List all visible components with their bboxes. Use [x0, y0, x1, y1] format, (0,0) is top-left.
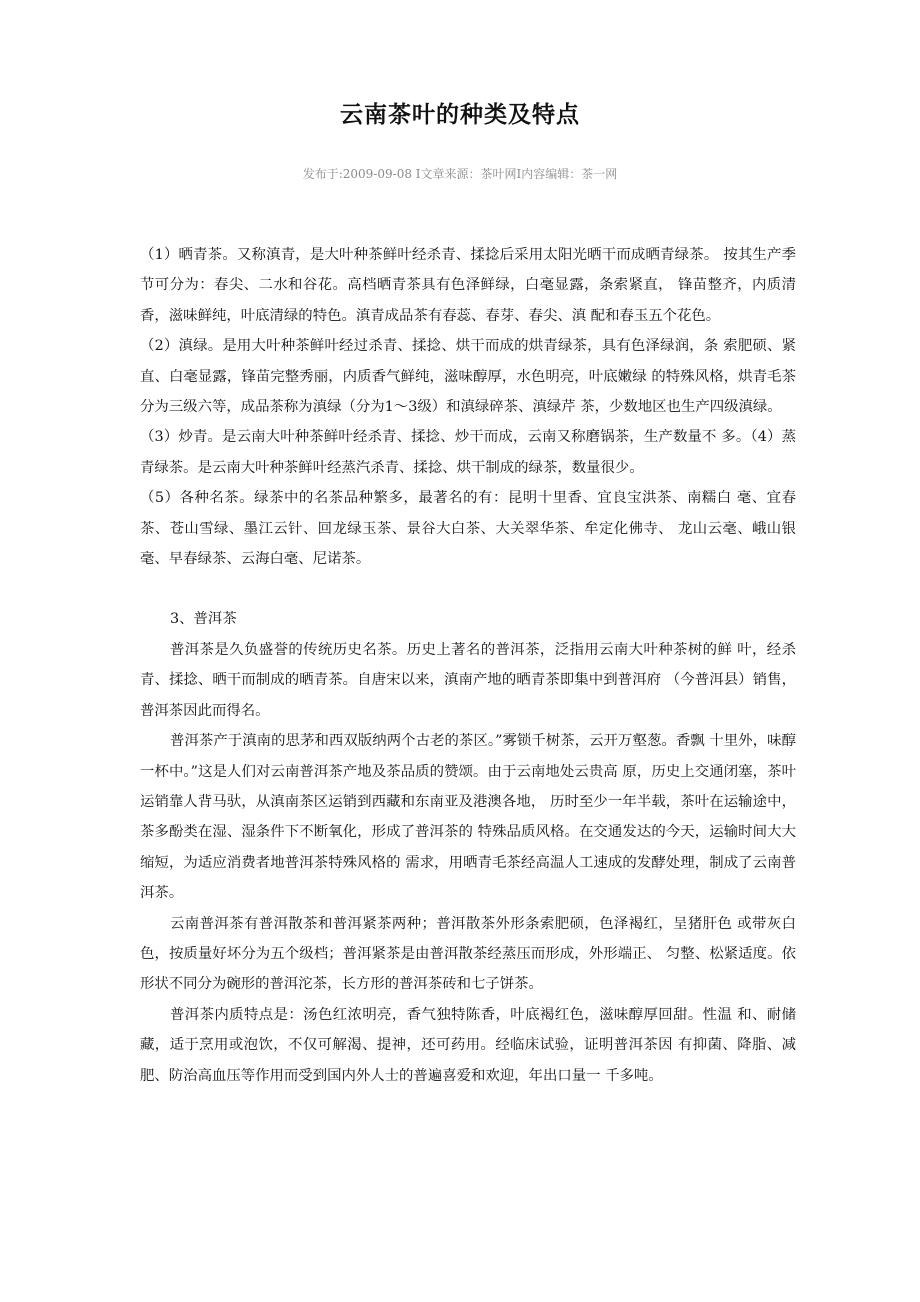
- paragraph-puer-2: 普洱茶产于滇南的思茅和西双版纳两个古老的茶区。”雾锁千树茶，云开万壑葱。香飘 十里外，味醇一杯中。”这是人们对云南普洱茶产地及茶品质的赞颂。由于云南地处云贵高 原，历史上交通闭塞，茶叶运销靠人背马驮，从滇南茶区运销到西藏和东南亚及港澳各地， 历时至少一年半载，茶叶在运输途中，茶多酚类在湿、湿条件下不断氧化，形成了普洱茶的 特殊品质风格。在交通发达的今天，运输时间大大缩短，为适应消费者地普洱茶特殊风格的 需求，用晒青毛茶经高温人工速成的发酵处理，制成了云南普洱茶。: [140, 733, 796, 902]
- paragraph-puer-4: 普洱茶内质特点是：汤色红浓明亮，香气独特陈香，叶底褐红色，滋味醇厚回甜。性温 和、耐储藏，适于烹用或泡饮，不仅可解渴、提神，还可药用。经临床试验，证明普洱茶因 有抑菌、降脂、减肥、防治高血压等作用而受到国内外人士的普遍喜爱和欢迎，年出口量一 千多吨。: [140, 1006, 796, 1084]
- paragraph-puer-3: 云南普洱茶有普洱散茶和普洱紧茶两种；普洱散茶外形条索肥硕，色泽褐红，呈猪肝色 或带灰白色，按质量好坏分为五个级档；普洱紧茶是由普洱散茶经蒸压而形成，外形端正、 匀整、松紧适度。依形状不同分为碗形的普洱沱茶，长方形的普洱茶砖和七子饼茶。: [140, 915, 796, 993]
- paragraph-puer-1: 普洱茶是久负盛誉的传统历史名茶。历史上著名的普洱茶，泛指用云南大叶种茶树的鲜 叶，经杀青、揉捻、晒干而制成的晒青茶。自唐宋以来，滇南产地的晒青茶即集中到普洱府 （今普洱县）销售，普洱茶因此而得名。: [140, 641, 796, 719]
- paragraph-item-5: （5）各种名茶。绿茶中的名茶品种繁多，最著名的有：昆明十里香、宜良宝洪茶、南糯白 毫、宜春茶、苍山雪绿、墨江云针、回龙绿玉茶、景谷大白茶、大关翠华茶、牟定化佛寺、 龙山云毫、峨山银毫、早春绿茶、云海白毫、尼诺茶。: [140, 490, 796, 568]
- section-gap: [140, 574, 796, 604]
- article-body: [140, 240, 796, 1091]
- paragraph-item-1: （1）晒青茶。又称滇青，是大叶种茶鲜叶经杀青、揉捻后采用太阳光晒干而成晒青绿茶。 按其生产季节可分为：春尖、二水和谷花。高档晒青茶具有色泽鲜绿，白毫显露，条索紧直， 锋苗整齐，内质清香，滋味鲜纯，叶底清绿的特色。滇青成品茶有春蕊、春芽、春尖、滇 配和春玉五个花色。: [140, 247, 796, 324]
- paragraph-item-2: （2）滇绿。是用大叶种茶鲜叶经过杀青、揉捻、烘干而成的烘青绿茶，具有色泽绿润，条 索肥硕、紧直、白毫显露，锋苗完整秀丽，内质香气鲜纯，滋味醇厚，水色明亮，叶底嫩绿 的特殊风格，烘青毛茶分为三级六等，成品茶称为滇绿（分为1～3级）和滇绿碎茶、滇绿芹 茶，少数地区也生产四级滇绿。: [140, 338, 796, 416]
- page-title: 云南茶叶的种类及特点: [340, 101, 580, 128]
- publish-meta: 发布于:2009-09-08 I文章来源：茶叶网I内容编辑：茶一网: [302, 167, 618, 181]
- paragraph-item-3: （3）炒青。是云南大叶种茶鲜叶经杀青、揉捻、炒干而成，云南又称磨锅茶，生产数量不 多。（4）蒸青绿茶。是云南大叶种茶鲜叶经蒸汽杀青、揉捻、烘干制成的绿茶，数量很少。: [140, 429, 796, 476]
- section-heading-puer: 3、普洱茶: [170, 611, 237, 628]
